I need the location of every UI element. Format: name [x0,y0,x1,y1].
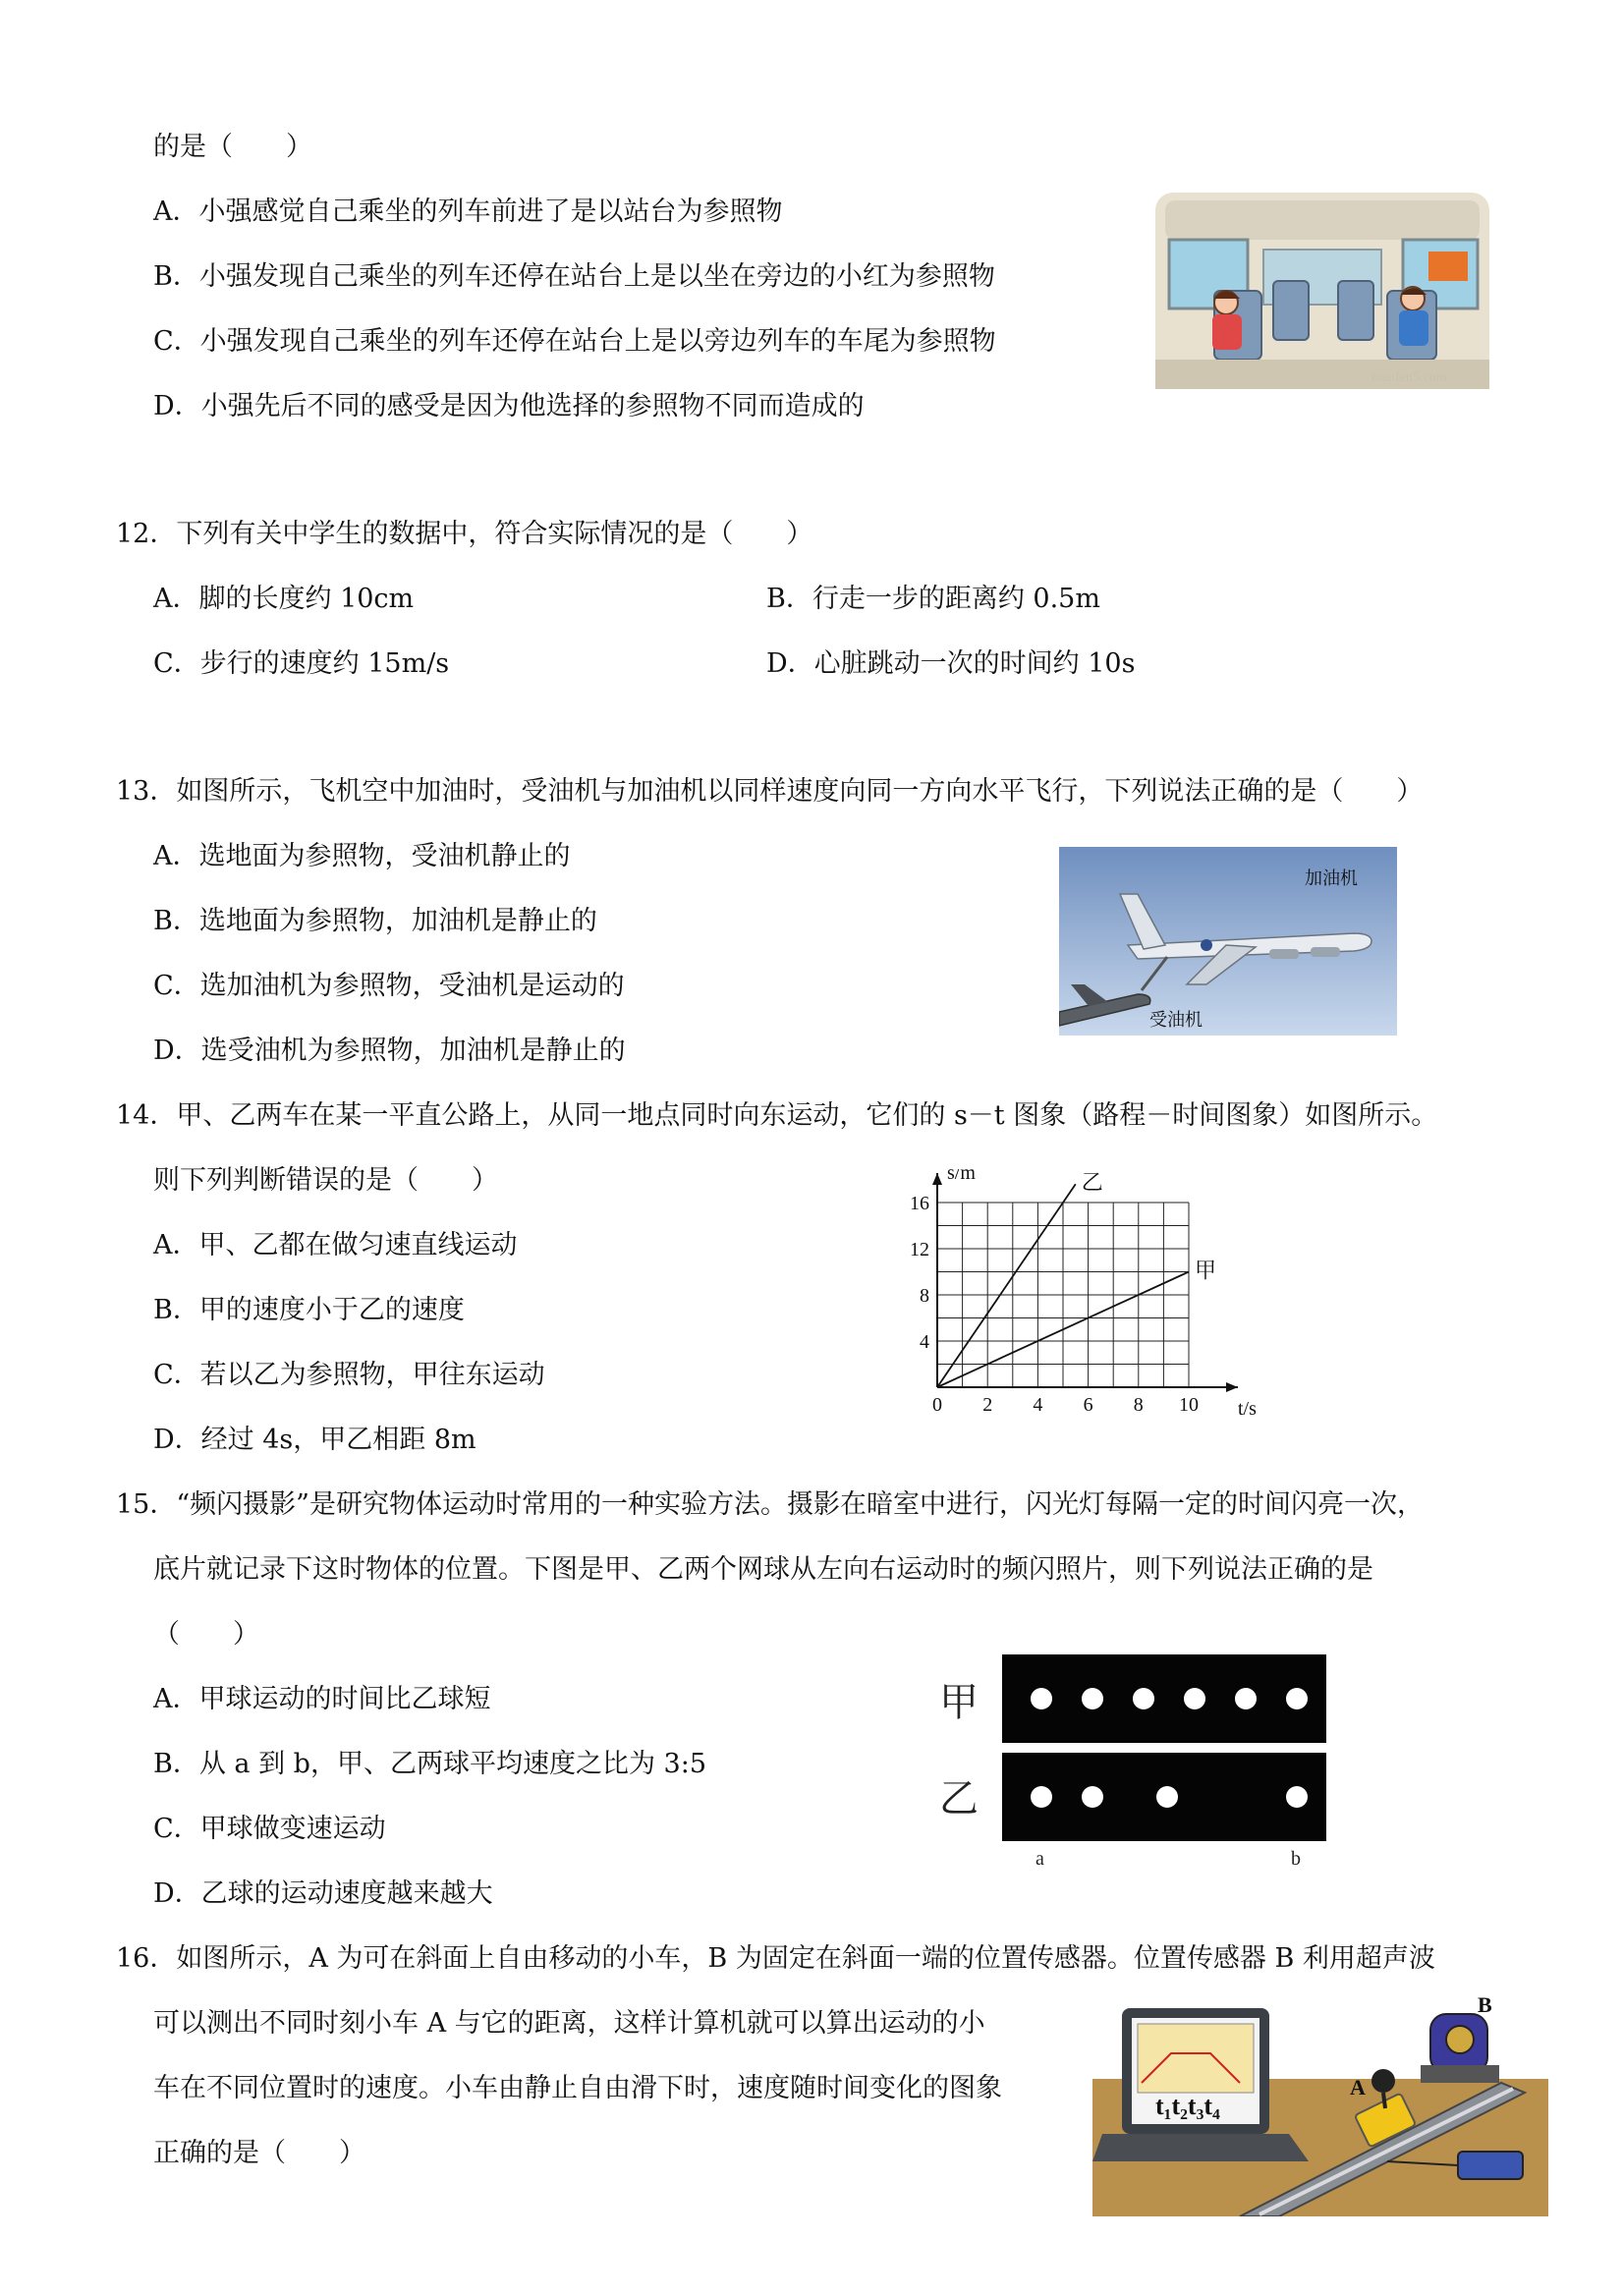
y-axis-arrow [932,1173,942,1185]
q14-option-d: D．经过 4s，甲乙相距 8m [153,1425,476,1455]
incline-sensor-illustration [1092,1985,1548,2216]
aerial-refueling-photo [1059,847,1397,1036]
receiver-label: 受油机 [1149,1010,1203,1030]
yi-ball-2 [1082,1786,1103,1808]
q15-option-b: B．从 a 到 b，甲、乙两球平均速度之比为 3:5 [153,1749,707,1779]
x-tick-label: 4 [1033,1394,1043,1416]
st-graph [884,1169,1277,1434]
x-axis-arrow [1226,1382,1238,1392]
q14-stem-2: 则下列判断错误的是（ ） [153,1165,498,1196]
q14-option-b: B．甲的速度小于乙的速度 [153,1295,465,1325]
q16-stem-4: 正确的是（ ） [153,2138,365,2168]
yi-ball-1 [1031,1786,1052,1808]
screen-label: t₁t₂t₃t₄ [1155,2092,1220,2120]
y-tick-label: 4 [920,1331,929,1353]
yi-ball-3 [1156,1786,1178,1808]
q12-option-d: D．心脏跳动一次的时间约 10s [766,648,1136,679]
q12-stem: 12．下列有关中学生的数据中，符合实际情况的是（ ） [116,519,813,549]
y-tick-label: 16 [910,1193,929,1214]
label-b: B [1478,1992,1492,2017]
q16-stem-3: 车在不同位置时的速度。小车由静止自由滑下时，速度随时间变化的图象 [153,2073,1002,2103]
interface-box [1458,2152,1523,2179]
q15-option-c: C．甲球做变速运动 [153,1814,386,1844]
q15-stem-2: 底片就记录下这时物体的位置。下图是甲、乙两个网球从左向右运动时的频闪照片，则下列说法正确的是 [153,1554,1373,1585]
q14-option-c: C．若以乙为参照物，甲往东运动 [153,1360,545,1390]
q16-stem: 16．如图所示，A 为可在斜面上自由移动的小车，B 为固定在斜面一端的位置传感器。位置传感器 B 利用超声波 [116,1943,1435,1974]
y-axis-label: s/m [947,1169,976,1184]
label-a: A [1350,2075,1366,2100]
q13-option-c: C．选加油机为参照物，受油机是运动的 [153,971,625,1001]
q11-stem-tail: 的是（ ） [153,132,312,162]
point-b-label: b [1291,1848,1301,1870]
q15-option-d: D．乙球的运动速度越来越大 [153,1878,493,1909]
watermark-text: manfen5.com [1371,370,1447,385]
q12-option-c: C．步行的速度约 15m/s [153,648,450,679]
jia-ball-3 [1133,1688,1154,1709]
q11-option-a: A．小强感觉自己乘坐的列车前进了是以站台为参照物 [153,196,783,227]
yi-ball-4 [1286,1786,1308,1808]
tanker-label: 加油机 [1305,868,1358,888]
q12-option-b: B．行走一步的距离约 0.5m [766,584,1100,614]
series-line [937,1184,1076,1387]
strip-label-jia: 甲 [939,1680,979,1724]
series-label: 乙 [1081,1170,1103,1196]
series-label: 甲 [1195,1258,1217,1283]
y-tick-label: 12 [910,1239,929,1260]
q11-option-c: C．小强发现自己乘坐的列车还停在站台上是以旁边列车的车尾为参照物 [153,326,996,357]
q14-stem: 14．甲、乙两车在某一平直公路上，从同一地点同时向东运动，它们的 s－t 图象（路程－时间图象）如图所示。 [116,1100,1438,1131]
jia-ball-6 [1286,1688,1308,1709]
q12-option-a: A．脚的长度约 10cm [153,584,415,614]
x-tick-label: 10 [1179,1394,1199,1416]
x-tick-label: 6 [1083,1394,1093,1416]
jia-ball-5 [1235,1688,1257,1709]
x-tick-label: 8 [1133,1394,1144,1416]
q15-stem-3: （ ） [153,1619,259,1650]
point-a-label: a [1035,1848,1044,1870]
q13-stem: 13．如图所示，飞机空中加油时，受油机与加油机以同样速度向同一方向水平飞行，下列说法正确的是（ ） [116,776,1424,807]
q15-stem: 15．“频闪摄影”是研究物体运动时常用的一种实验方法。摄影在暗室中进行，闪光灯每隔一定的时间闪亮一次， [116,1489,1424,1520]
q11-option-d: D．小强先后不同的感受是因为他选择的参照物不同而造成的 [153,391,865,421]
jia-ball-4 [1184,1688,1205,1709]
q16-stem-2: 可以测出不同时刻小车 A 与它的距离，这样计算机就可以算出运动的小 [153,2008,985,2039]
q11-option-b: B．小强发现自己乘坐的列车还停在站台上是以坐在旁边的小红为参照物 [153,261,995,292]
q13-option-d: D．选受油机为参照物，加油机是静止的 [153,1036,626,1066]
q15-option-a: A．甲球运动的时间比乙球短 [153,1684,491,1714]
q13-option-a: A．选地面为参照物，受油机静止的 [153,841,571,871]
q14-option-a: A．甲、乙都在做匀速直线运动 [153,1230,518,1260]
strip-label-yi: 乙 [939,1776,979,1820]
strobe-photo [933,1651,1336,1871]
jia-ball-1 [1031,1688,1052,1709]
jia-ball-2 [1082,1688,1103,1709]
y-tick-label: 8 [920,1285,929,1307]
x-axis-label: t/s [1238,1398,1257,1420]
train-interior-illustration [1155,193,1489,389]
x-tick-label: 2 [982,1394,993,1416]
x-tick-label: 0 [932,1394,942,1416]
q13-option-b: B．选地面为参照物，加油机是静止的 [153,906,597,936]
